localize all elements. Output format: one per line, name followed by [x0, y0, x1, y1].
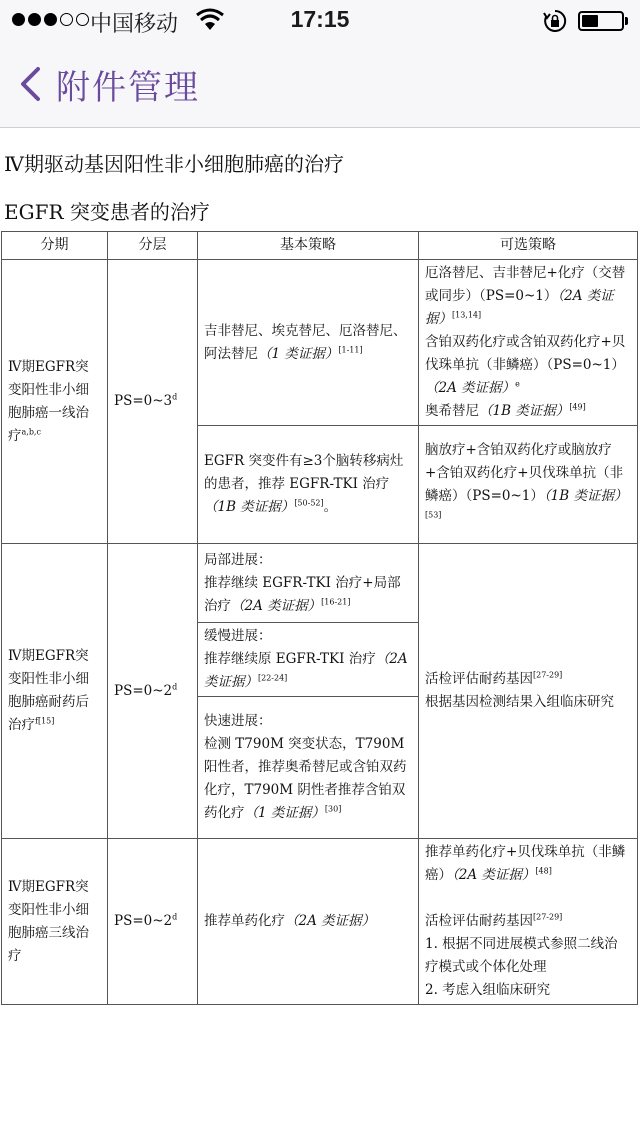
navigation-bar [0, 40, 640, 128]
battery-tip [625, 17, 628, 25]
page-title: 附件管理 [56, 68, 200, 108]
battery-icon [578, 11, 624, 31]
table-row [2, 544, 638, 623]
table-header-row [2, 232, 638, 260]
document-subtitle: EGFR 突变患者的治疗 [4, 200, 210, 224]
status-bar [0, 0, 640, 40]
header-optional-strategy: 可选策略 [419, 232, 638, 260]
basic-strategy-local-progression: 局部进展： 推荐继续 EGFR-TKI 治疗+局部治疗（2A 类证据）[16-21] [198, 544, 419, 623]
basic-strategy-brain-metastasis: EGFR 突变件有≥3个脑转移病灶的患者，推荐 EGFR-TKI 治疗（1B 类证据）[50-52]。 [198, 426, 419, 544]
optional-strategy-resistance: 活检评估耐药基因[27-29] 根据基因检测结果入组临床研究 [419, 544, 638, 839]
carrier-name: 中国移动 [90, 12, 179, 37]
stage-cell-resistance: Ⅳ期EGFR突变阳性非小细胞肺癌耐药后治疗$^{f[15]}$ [2, 544, 108, 839]
table-row [2, 839, 638, 1005]
basic-strategy-third-line: 推荐单药化疗（2A 类证据） [198, 839, 419, 1005]
optional-strategy-third-line: 推荐单药化疗+贝伐珠单抗（非鳞癌）（2A 类证据）[48] 活检评估耐药基因[27-29] 1. 根据不同进展模式参照二线治疗模式或个体化处理 2. 考虑入组临床研究 [419, 839, 638, 1005]
optional-strategy-brain-metastasis: 脑放疗+含铂双药化疗或脑放疗+含铂双药化疗+贝伐珠单抗（非鳞癌）（PS=0~1）（1B 类证据）[53] [419, 426, 638, 544]
optional-strategy-first-line: 厄洛替尼、吉非替尼+化疗（交替或同步）（PS=0~1）（2A 类证据）[13,14] 含铂双药化疗或含铂双药化疗+贝伐珠单抗（非鳞癌）（PS=0~1）（2A 类证据）$^e$ 奥希替尼（1B 类证据）[49] [419, 260, 638, 426]
ps-cell-first-line: $PS=0\sim 3^d$ [108, 260, 198, 544]
basic-strategy-tki: 吉非替尼、埃克替尼、厄洛替尼、阿法替尼（1 类证据）[1-11] [198, 260, 419, 426]
basic-strategy-slow-progression: 缓慢进展： 推荐继续原 EGFR-TKI 治疗（2A 类证据）[22-24] [198, 623, 419, 697]
basic-strategy-fast-progression: 快速进展： 检测 T790M 突变状态，T790M 阳性者，推荐奥希替尼或含铂双药化疗，T790M 阴性者推荐含铂双药化疗（1 类证据）[30] [198, 697, 419, 839]
treatment-table [1, 231, 638, 1005]
ps-cell-resistance: $PS=0\sim 2^d$ [108, 544, 198, 839]
document-title: Ⅳ期驱动基因阳性非小细胞肺癌的治疗 [4, 152, 344, 176]
back-chevron-icon[interactable] [16, 64, 44, 104]
stage-cell-third-line: Ⅳ期EGFR突变阳性非小细胞肺癌三线治疗 [2, 839, 108, 1005]
table-row [2, 260, 638, 426]
status-time: 17:15 [290, 6, 350, 32]
ps-cell-third-line: $PS=0\sim 2^d$ [108, 839, 198, 1005]
header-stage: 分期 [2, 232, 108, 260]
rotation-lock-icon [543, 9, 567, 33]
header-layer: 分层 [108, 232, 198, 260]
stage-cell-first-line: Ⅳ期EGFR突变阳性非小细胞肺癌一线治疗$^{a,b,c}$ [2, 260, 108, 544]
header-basic-strategy: 基本策略 [198, 232, 419, 260]
